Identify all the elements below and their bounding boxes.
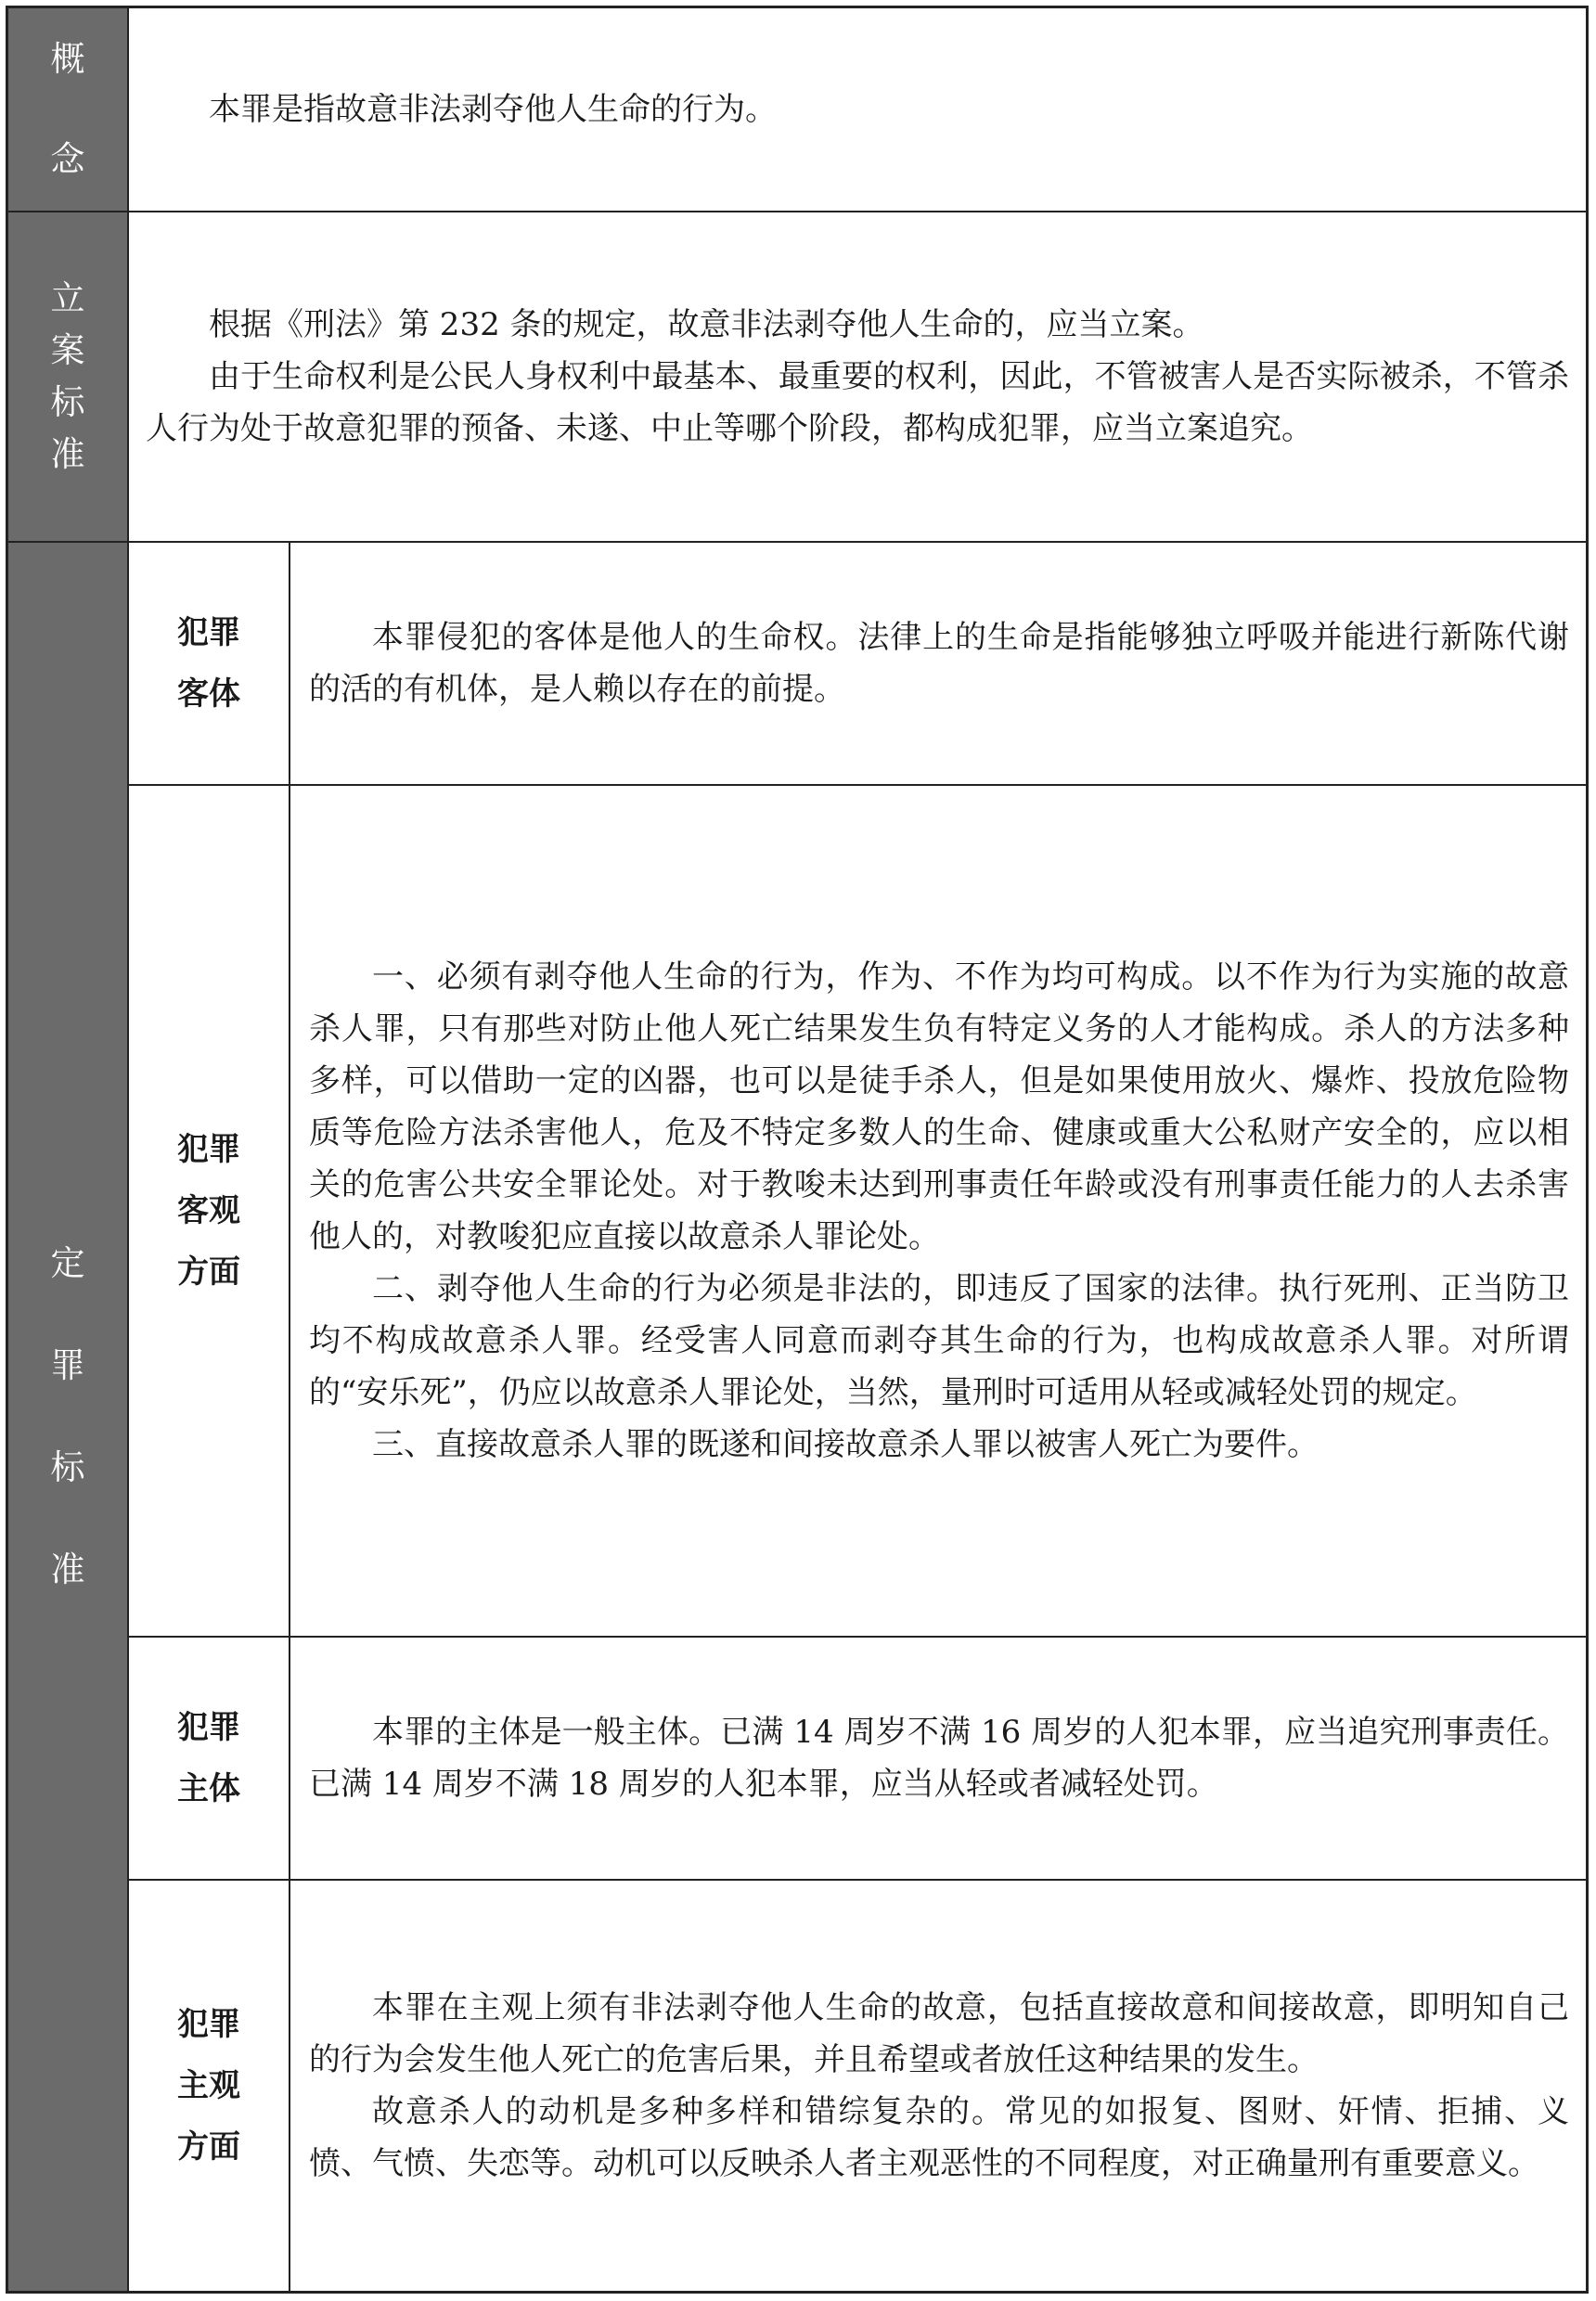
section-content [290, 786, 1586, 1636]
section-content [290, 1638, 1586, 1879]
section-crime-subject [129, 1638, 1586, 1881]
concept-label: 概念 [50, 39, 85, 179]
section-paragraph: 本罪侵犯的客体是他人的生命权。法律上的生命是指能够独立呼吸并能进行新陈代谢的活的有机体，是人赖以存在的前提。 [309, 619, 1569, 708]
filing-standard-label: 立案标准 [50, 278, 85, 474]
filing-standard-content [129, 212, 1586, 541]
section-label: 犯罪主观方面 [177, 2006, 240, 2166]
filing-standard-paragraph: 根据《刑法》第 232 条的规定，故意非法剥夺他人生命的，应当立案。 [209, 306, 1204, 343]
filing-standard-row [8, 212, 1586, 543]
section-label: 犯罪客观方面 [177, 1131, 240, 1291]
section-content [290, 1881, 1586, 2291]
section-objective-aspect [129, 786, 1586, 1638]
conviction-standard-label: 定罪标准 [50, 1243, 85, 1589]
legal-table [6, 6, 1589, 2294]
concept-content [129, 8, 1586, 211]
section-content [290, 543, 1586, 784]
section-paragraph: 故意杀人的动机是多种多样和错综复杂的。常见的如报复、图财、奸情、拒捕、义愤、气愤、失恋等。动机可以反映杀人者主观恶性的不同程度，对正确量刑有重要意义。 [309, 2093, 1569, 2182]
section-paragraph: 本罪的主体是一般主体。已满 14 周岁不满 16 周岁的人犯本罪，应当追究刑事责任。已满 14 周岁不满 18 周岁的人犯本罪，应当从轻或者减轻处罚。 [309, 1714, 1569, 1803]
concept-label-cell [8, 8, 129, 211]
section-subjective-aspect [129, 1881, 1586, 2291]
filing-standard-label-cell [8, 212, 129, 541]
section-label-cell [129, 1881, 290, 2291]
section-label-cell [129, 543, 290, 784]
section-label: 犯罪主体 [177, 1709, 240, 1807]
section-paragraph: 本罪在主观上须有非法剥夺他人生命的故意，包括直接故意和间接故意，即明知自己的行为会发生他人死亡的危害后果，并且希望或者放任这种结果的发生。 [309, 1989, 1569, 2078]
filing-standard-paragraph: 由于生命权利是公民人身权利中最基本、最重要的权利，因此，不管被害人是否实际被杀，不管杀人行为处于故意犯罪的预备、未遂、中止等哪个阶段，都构成犯罪，应当立案追究。 [146, 358, 1569, 447]
concept-row [8, 8, 1586, 212]
conviction-sections [129, 543, 1586, 2291]
section-label-cell [129, 1638, 290, 1879]
section-label-cell [129, 786, 290, 1636]
conviction-standard-label-cell [8, 543, 129, 2291]
section-paragraph: 二、剥夺他人生命的行为必须是非法的，即违反了国家的法律。执行死刑、正当防卫均不构成故意杀人罪。经受害人同意而剥夺其生命的行为，也构成故意杀人罪。对所谓的“安乐死”，仍应以故意杀人罪论处，当然，量刑时可适用从轻或减轻处罚的规定。 [309, 1270, 1569, 1411]
section-label: 犯罪客体 [177, 614, 240, 713]
section-paragraph: 三、直接故意杀人罪的既遂和间接故意杀人罪以被害人死亡为要件。 [372, 1426, 1319, 1463]
concept-text: 本罪是指故意非法剥夺他人生命的行为。 [209, 91, 777, 128]
section-paragraph: 一、必须有剥夺他人生命的行为，作为、不作为均可构成。以不作为行为实施的故意杀人罪，只有那些对防止他人死亡结果发生负有特定义务的人才能构成。杀人的方法多种多样，可以借助一定的凶器，也可以是徒手杀人，但是如果使用放火、爆炸、投放危险物质等危险方法杀害他人，危及不特定多数人的生命、健康或重大公私财产安全的，应以相关的危害公共安全罪论处。对于教唆未达到刑事责任年龄或没有刑事责任能力的人去杀害他人的，对教唆犯应直接以故意杀人罪论处。 [309, 958, 1569, 1255]
section-crime-object [129, 543, 1586, 786]
conviction-standard-row [8, 543, 1586, 2291]
